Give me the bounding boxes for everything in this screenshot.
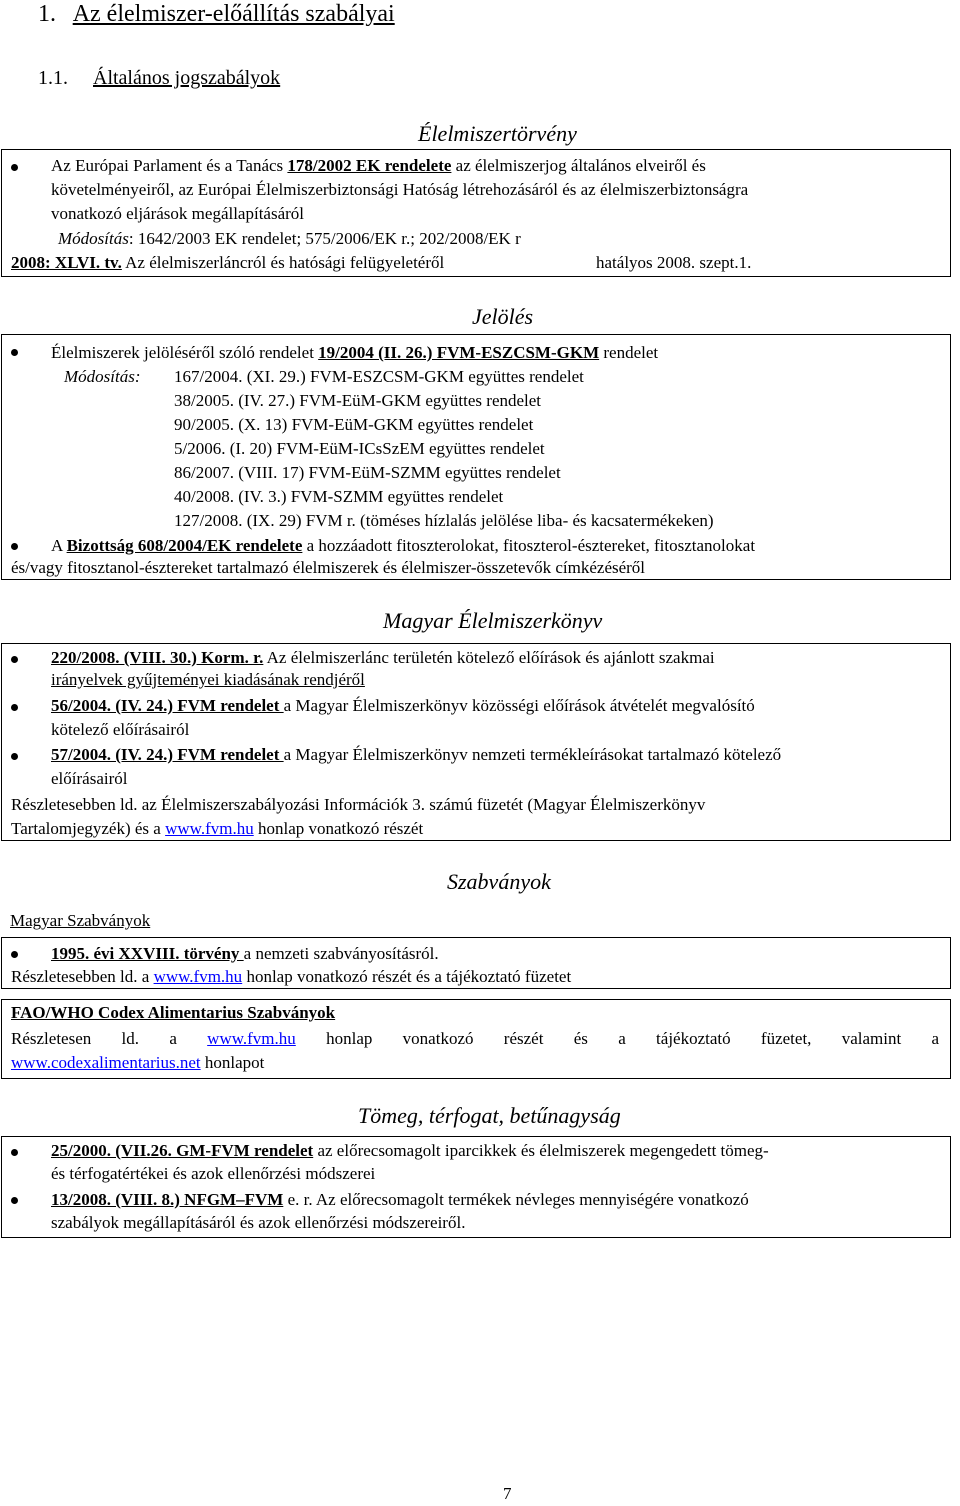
codex-details-line1: Részletesebben ld. az Élelmiszerszabályozási Információk 3. számú füzetét (Magyar Élelmiszerkönyv (11, 795, 706, 814)
codex-alimentarius-line1: Részletesen ld. a www.fvm.hu honlap vonatkozó részét és a tájékoztató füzetet, valamint a (11, 1029, 940, 1048)
food-law-line1: Az Európai Parlament és a Tanács 178/2002 EK rendelete az élelmiszerjog általános elveiről és (51, 156, 706, 175)
bullet-icon (11, 349, 18, 356)
fvm-link[interactable]: www.fvm.hu (153, 967, 243, 986)
codex-details-line2: Tartalomjegyzék) és a www.fvm.hu honlap vonatkozó részét (11, 819, 424, 838)
hungarian-standards-heading: Magyar Szabványok (10, 911, 151, 930)
codex-item3-line2: előírásairól (51, 769, 128, 788)
codex-alimentarius-box (1, 999, 951, 1079)
codex-box (1, 643, 951, 841)
decree-57-2004-link[interactable]: 57/2004. (IV. 24.) FVM rendelet (51, 745, 284, 764)
labelling-mod-7: 127/2008. (IX. 29) FVM r. (töméses hízlalás jelölése liba- és kacsatermékeken) (174, 511, 714, 530)
labelling-608-line1: A Bizottság 608/2004/EK rendelete a hozzáadott fitoszterolokat, fitoszterol-észtereket, fitosztanolokat (51, 536, 756, 555)
food-law-line3: vonatkozó eljárások megállapításáról (51, 204, 305, 223)
subchapter-heading: 1.1. Általános jogszabályok (38, 67, 281, 89)
bullet-icon (11, 1149, 18, 1156)
standards-box (1, 937, 951, 989)
regulation-19-2004-link[interactable]: 19/2004 (II. 26.) FVM-ESZCSM-GKM (318, 343, 600, 362)
section-title-labelling: Jelölés (472, 304, 534, 329)
bullet-icon (11, 543, 18, 550)
codex-alimentarius-link[interactable]: www.codexalimentarius.net (11, 1053, 201, 1072)
labelling-main: Élelmiszerek jelöléséről szóló rendelet 19/2004 (II. 26.) FVM-ESZCSM-GKM rendelet (51, 343, 659, 362)
section-title-food-law: Élelmiszertörvény (418, 121, 577, 146)
labelling-mod-5: 86/2007. (VIII. 17) FVM-EüM-SZMM együttes rendelet (174, 463, 561, 482)
labelling-box (1, 334, 951, 580)
bullet-icon (11, 1197, 18, 1204)
regulation-608-2004-link[interactable]: Bizottság 608/2004/EK rendelete (66, 536, 303, 555)
section-title-weight-volume: Tömeg, térfogat, betűnagyság (358, 1103, 621, 1128)
decree-220-2008-link[interactable]: 220/2008. (VIII. 30.) Korm. r. (51, 648, 264, 667)
standards-law: 1995. évi XXVIII. törvény a nemzeti szabványosításról. (51, 944, 439, 963)
weight-item2-line1: 13/2008. (VIII. 8.) NFGM–FVM e. r. Az előrecsomagolt termékek névleges mennyiségére vonatkozó (51, 1190, 749, 1209)
fvm-link[interactable]: www.fvm.hu (165, 819, 254, 838)
bullet-icon (11, 704, 18, 711)
weight-volume-box (1, 1136, 951, 1238)
labelling-mod-3: 90/2005. (X. 13) FVM-EüM-GKM együttes rendelet (174, 415, 534, 434)
codex-item2-line1: 56/2004. (IV. 24.) FVM rendelet a Magyar Élelmiszerkönyv közösségi előírások átvételét megvalósító (51, 696, 755, 715)
chapter-heading: 1. Az élelmiszer-előállítás szabályai (38, 1, 395, 27)
labelling-608-line2: és/vagy fitosztanol-észtereket tartalmazó élelmiszerek és élelmiszer-összetevők címkézéséről (11, 558, 646, 577)
decree-13-2008-link[interactable]: 13/2008. (VIII. 8.) NFGM–FVM (51, 1190, 284, 1209)
labelling-mod-4: 5/2006. (I. 20) FVM-EüM-ICsSzEM együttes rendelet (174, 439, 545, 458)
law-2008-xlvi-link[interactable]: 2008: XLVI. tv. (11, 253, 122, 272)
regulation-178-2002-link[interactable]: 178/2002 EK rendelete (287, 156, 452, 175)
codex-item3-line1: 57/2004. (IV. 24.) FVM rendelet a Magyar Élelmiszerkönyv nemzeti termékleírásokat tartalmazó kötelező (51, 745, 782, 764)
codex-item1-line1: 220/2008. (VIII. 30.) Korm. r. Az élelmiszerlánc területén kötelező előírások és ajánlott szakmai (51, 648, 715, 667)
bullet-icon (11, 656, 18, 663)
bullet-icon (11, 753, 18, 760)
labelling-mod-6: 40/2008. (IV. 3.) FVM-SZMM együttes rendelet (174, 487, 504, 506)
food-law-line2: követelményeiről, az Európai Élelmiszerbiztonsági Hatóság létrehozásáról és az élelmiszerbiztonságra (51, 180, 749, 199)
section-title-codex-hungaricus: Magyar Élelmiszerkönyv (383, 608, 603, 633)
bullet-icon (11, 164, 18, 171)
codex-alimentarius-line2: www.codexalimentarius.net honlapot (11, 1053, 265, 1072)
standards-details: Részletesebben ld. a www.fvm.hu honlap vonatkozó részét és a tájékoztató füzetet (11, 967, 572, 986)
weight-item1-line2: és térfogatértékei és azok ellenőrzési módszerei (51, 1164, 376, 1183)
codex-item2-line2: kötelező előírásairól (51, 720, 190, 739)
food-law-effective: hatályos 2008. szept.1. (596, 253, 752, 272)
subchapter-title: Általános jogszabályok (93, 67, 281, 89)
weight-item2-line2: szabályok megállapításáról és azok ellenőrzési módszereiről. (51, 1213, 466, 1232)
fvm-link[interactable]: www.fvm.hu (207, 1029, 296, 1048)
decree-25-2000-link[interactable]: 25/2000. (VII.26. GM-FVM rendelet (51, 1141, 314, 1160)
labelling-mod-1: 167/2004. (XI. 29.) FVM-ESZCSM-GKM együttes rendelet (174, 367, 584, 386)
decree-56-2004-link[interactable]: 56/2004. (IV. 24.) FVM rendelet (51, 696, 284, 715)
section-title-standards: Szabványok (447, 869, 551, 894)
food-law-box (1, 149, 951, 277)
food-law-modification: Módosítás: 1642/2003 EK rendelet; 575/2006/EK r.; 202/2008/EK r (58, 229, 521, 248)
labelling-mod-2: 38/2005. (IV. 27.) FVM-EüM-GKM együttes rendelet (174, 391, 542, 410)
bullet-icon (11, 951, 18, 958)
weight-item1-line1: 25/2000. (VII.26. GM-FVM rendelet az előrecsomagolt iparcikkek és élelmiszerek megengedett tömeg- (51, 1141, 769, 1160)
codex-item1-line2: irányelvek gyűjteményei kiadásának rendjéről (51, 670, 365, 689)
labelling-mod-label: Módosítás: (64, 367, 141, 386)
page-number: 7 (503, 1484, 512, 1503)
law-1995-xxviii-link[interactable]: 1995. évi XXVIII. törvény (51, 944, 244, 963)
codex-alimentarius-heading: FAO/WHO Codex Alimentarius Szabványok (11, 1003, 336, 1022)
food-law-2008: 2008: XLVI. tv. Az élelmiszerláncról és hatósági felügyeletéről (11, 253, 445, 272)
chapter-title: Az élelmiszer-előállítás szabályai (72, 1, 395, 27)
